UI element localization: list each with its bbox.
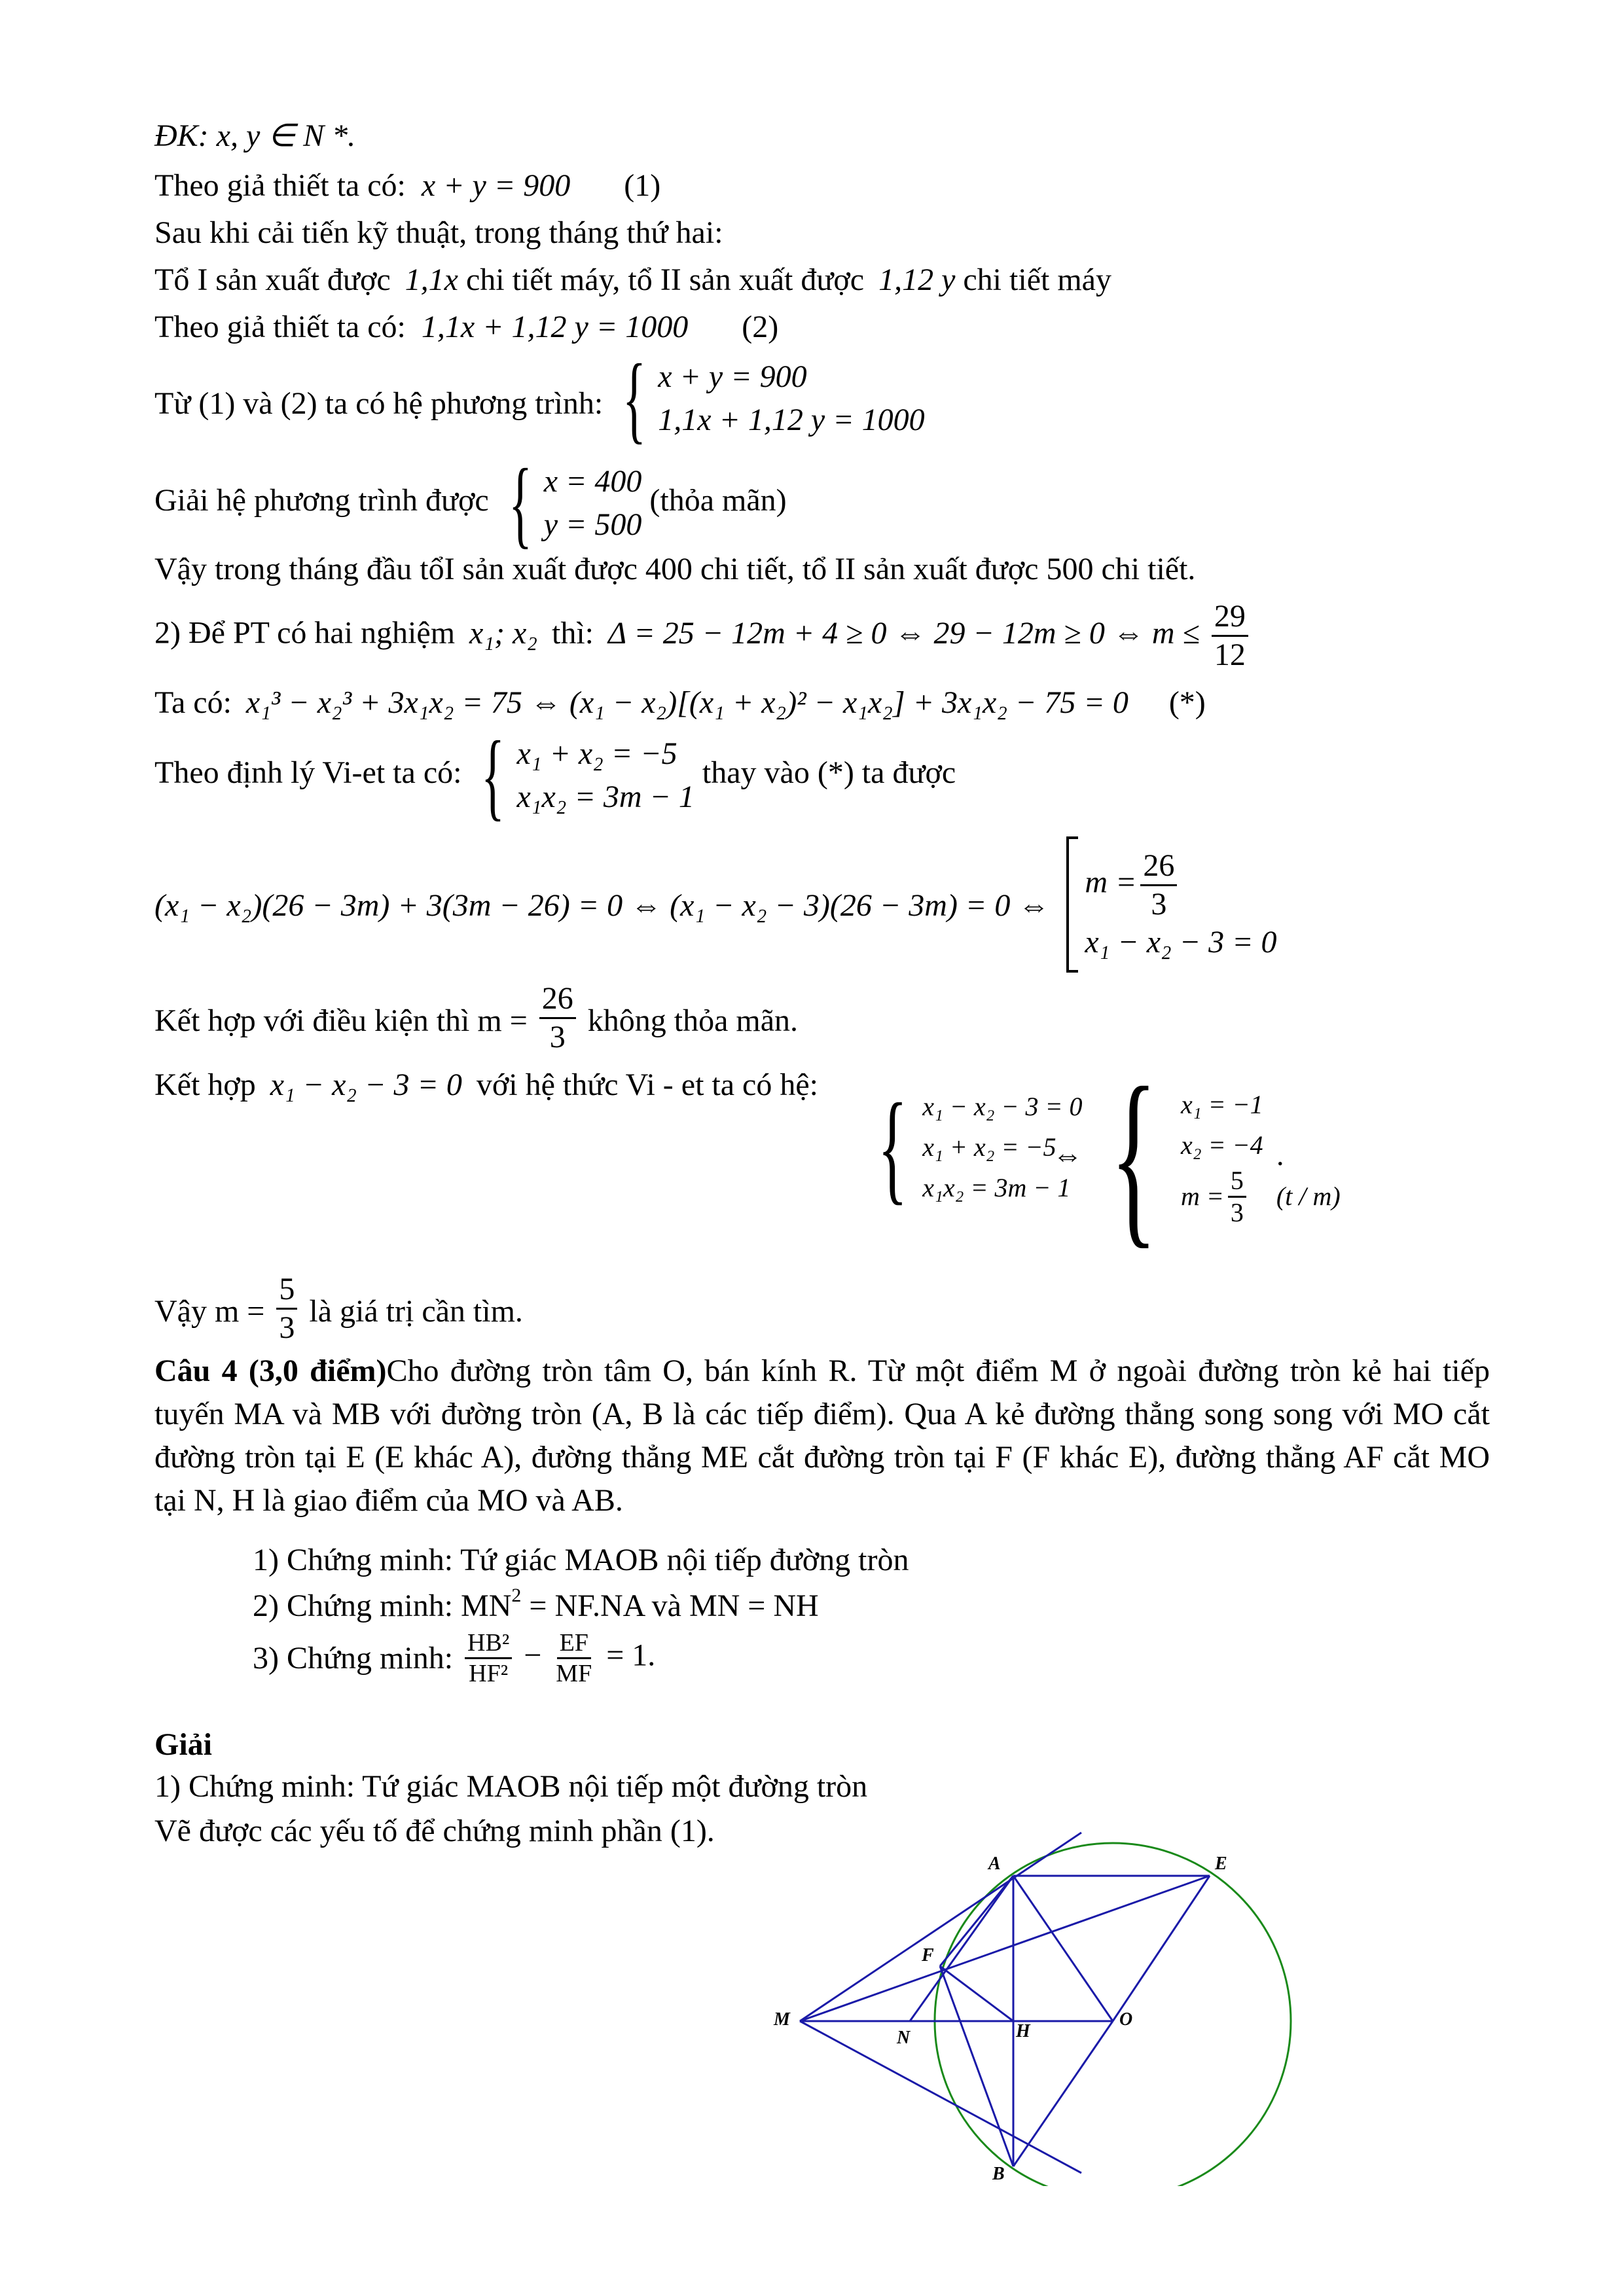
question-4-text: Cho đường tròn tâm O, bán kính R. Từ một điểm M ở ngoài đường tròn kẻ hai tiếp tuyến MA và MB với đường tròn (A, B là các tiếp điểm). Qua A kẻ đường thẳng song song với MO cắt đường tròn tại E (E khác A), đường thẳng ME cắt đường tròn tại F (F khác E), đường thẳng AF cắt MO tại N, H là giao điểm của MO và AB.	[154, 1354, 1490, 1518]
solution-system: { x = 400 y = 500	[508, 449, 642, 558]
segment-ao	[1013, 1876, 1113, 2021]
minus-sign: −	[524, 1638, 542, 1673]
substitute-text: thay vào (*) ta được	[702, 755, 956, 791]
segment-eo	[1113, 1876, 1210, 2021]
label-N: N	[897, 2028, 911, 2048]
combine-math: x₁ − x₂ − 3 = 0	[270, 1067, 462, 1102]
label-M: M	[774, 2009, 790, 2030]
final-tail: là giá trị cần tìm.	[309, 1293, 523, 1329]
production-line	[154, 260, 1111, 300]
combine-dot: .	[1276, 1138, 1284, 1172]
segment-me	[800, 1876, 1210, 2021]
geometry-figure	[753, 1820, 1316, 2186]
fraction-hb-hf: $\frac{\text{HB²}}{\text{HF²}}$	[465, 1628, 512, 1688]
label-E: E	[1215, 1854, 1227, 1874]
equation-system-1: { x + y = 900 1,1x + 1,12 y = 1000	[623, 344, 925, 453]
reject-tail: không thỏa mãn.	[587, 1003, 799, 1038]
tangent-ma	[800, 1833, 1081, 2021]
identity-line	[154, 683, 1206, 723]
equation-tag-1: (1)	[624, 168, 661, 203]
final-text: Vậy m =	[154, 1293, 265, 1329]
hypothesis-text-2: Theo giả thiết ta có:	[154, 310, 406, 344]
factor-bracket-system: m = $\frac{26}{3}$ x₁ − x₂ − 3 = 0	[1066, 836, 1276, 973]
tangent-mb	[800, 2021, 1081, 2173]
identity-math: x₁³ − x₂³ + 3x₁x₂ = 75 ⇔ (x₁ − x₂)[(x₁ + x₂)² − x₁x₂] + 3x₁x₂ − 75 = 0	[245, 685, 1128, 720]
improvement-text: Sau khi cải tiến kỹ thuật, trong tháng thứ hai:	[154, 215, 723, 250]
q4-item-1	[253, 1541, 909, 1580]
conclusion-text-1: Vậy trong tháng đầu tổI sản xuất được 400 chi tiết, tổ II sản xuất được 500 chi tiết.	[154, 552, 1196, 586]
production-math-2: 1,12 y	[878, 262, 956, 297]
solve-text: Giải hệ phương trình được	[154, 483, 489, 518]
factor-math: (x₁ − x₂)(26 − 3m) + 3(3m − 26) = 0 ⇔ (x₁ − x₂ − 3)(26 − 3m) = 0 ⇔	[154, 888, 1050, 924]
condition-text: ĐK: x, y ∈ N *.	[154, 118, 356, 153]
vieta-system: { x₁ + x₂ = −5 x₁x₂ = 3m − 1	[481, 721, 695, 830]
combine-system-right: { x₁ = −1 x₂ = −4 m = $\frac{5}{3}$ (t / m)	[1110, 1047, 1341, 1265]
equation-tag-2: (2)	[742, 310, 779, 344]
then-text: thì:	[552, 615, 594, 651]
roots-vars: x₁; x₂	[469, 615, 537, 651]
combine-mid: với hệ thức Vi - et ta có hệ:	[476, 1067, 818, 1102]
q4-item-3	[253, 1628, 655, 1688]
label-F: F	[922, 1945, 934, 1965]
vieta-text: Theo định lý Vi-et ta có:	[154, 755, 462, 791]
q4-item-2	[253, 1587, 819, 1626]
combine-line	[154, 1066, 818, 1105]
hypothesis-line-2	[154, 308, 778, 347]
vieta-line	[154, 721, 956, 830]
question-4-label: Câu 4 (3,0 điểm)	[154, 1354, 387, 1388]
production-text-a: Tổ I sản xuất được	[154, 262, 391, 297]
equation-2: 1,1x + 1,12 y = 1000	[421, 310, 689, 344]
condition-line	[154, 117, 355, 156]
fraction-26-3: $\frac{26}{3}$	[539, 980, 576, 1056]
question-4-paragraph	[154, 1350, 1490, 1522]
system-line-1	[154, 344, 925, 453]
solution-step-1: 1) Chứng minh: Tứ giác MAOB nội tiếp một đường tròn	[154, 1769, 868, 1804]
we-have-text: Ta có:	[154, 685, 232, 720]
star-tag: (*)	[1168, 685, 1206, 720]
discriminant-line	[154, 598, 1252, 673]
system-intro-text: Từ (1) và (2) ta có hệ phương trình:	[154, 386, 604, 422]
equivalent-arrow: ⇔	[1053, 1138, 1083, 1172]
combine-text: Kết hợp	[154, 1067, 256, 1102]
satisfied-text: (thỏa mãn)	[649, 483, 787, 518]
production-math-1: 1,1x	[405, 262, 458, 297]
solution-step-2: Vẽ được các yếu tố để chứng minh phần (1).	[154, 1814, 715, 1848]
factor-line	[154, 836, 1276, 973]
label-H: H	[1016, 2021, 1030, 2041]
label-A: A	[988, 1854, 1001, 1874]
q4-item-2-text-b: = NF.NA và MN = NH	[521, 1588, 819, 1623]
q4-item-3-text: 3) Chứng minh:	[253, 1640, 454, 1676]
fraction-5-3: $\frac{5}{3}$	[276, 1271, 297, 1346]
hypothesis-line-1	[154, 166, 660, 206]
equals-one: = 1.	[606, 1638, 656, 1673]
system-solution-line	[154, 449, 787, 558]
fraction-ef-mf: $\frac{EF}{MF}$	[556, 1629, 592, 1687]
q4-item-2-text-a: 2) Chứng minh: MN	[253, 1588, 512, 1623]
label-B: B	[992, 2164, 1005, 2184]
combine-system-left: { x₁ − x₂ − 3 = 0 x₁ + x₂ = −5 x₁x₂ = 3m − 1	[877, 1079, 1083, 1216]
q4-item-1-text: 1) Chứng minh: Tứ giác MAOB nội tiếp đường tròn	[253, 1543, 909, 1577]
reject-line	[154, 980, 798, 1056]
q4-item-2-sup: 2	[511, 1585, 522, 1606]
improvement-line	[154, 213, 723, 253]
reject-text: Kết hợp với điều kiện thì m =	[154, 1003, 528, 1038]
final-answer-line	[154, 1271, 523, 1346]
solution-title: Giải	[154, 1727, 213, 1762]
fraction-29-12: $\frac{29}{12}$	[1212, 598, 1248, 673]
production-text-b: chi tiết máy, tổ II sản xuất được	[465, 262, 865, 297]
hypothesis-text: Theo giả thiết ta có:	[154, 168, 406, 203]
equation-1: x + y = 900	[421, 168, 571, 203]
part2-text: 2) Để PT có hai nghiệm	[154, 615, 456, 651]
conclusion-line-1	[154, 550, 1195, 589]
label-O: O	[1119, 2009, 1133, 2030]
production-text-c: chi tiết máy	[963, 262, 1111, 297]
discriminant-math: Δ = 25 − 12m + 4 ≥ 0 ⇔ 29 − 12m ≥ 0 ⇔ m ≤	[608, 615, 1200, 651]
segment-ob	[1013, 2021, 1113, 2166]
